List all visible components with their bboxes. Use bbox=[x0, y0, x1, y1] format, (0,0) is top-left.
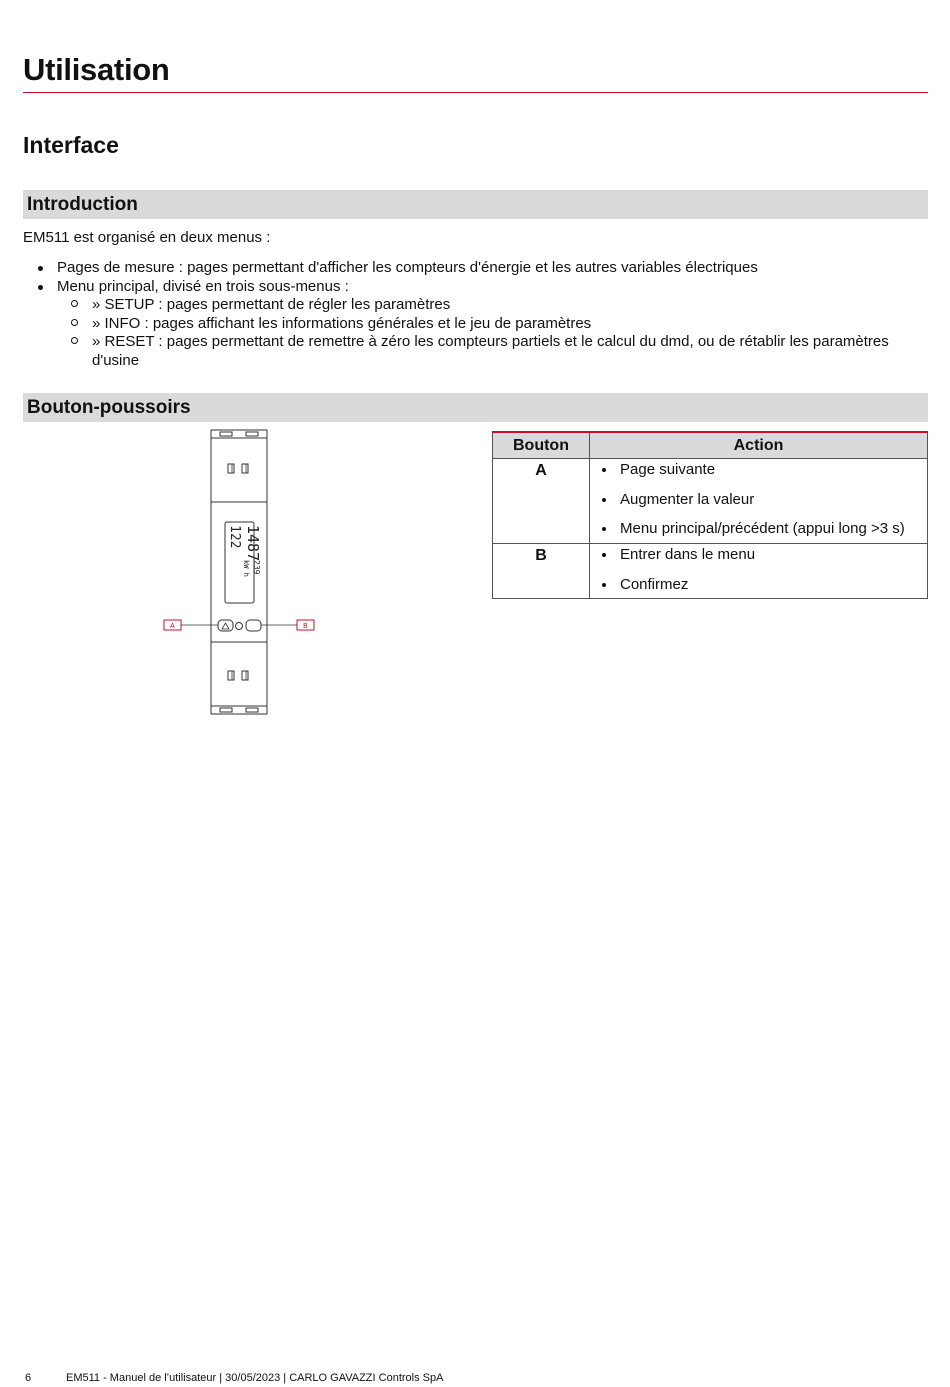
action-item: Confirmez bbox=[590, 574, 927, 598]
submenu-item-reset: » RESET : pages permettant de remettre à zéro les compteurs partiels et le calcul du dmd, ou de rétablir les paramètres d'usine bbox=[57, 333, 928, 370]
introduction-lead: EM511 est organisé en deux menus : bbox=[23, 229, 271, 246]
meter-device-illustration bbox=[160, 428, 320, 718]
action-item: Entrer dans le menu bbox=[590, 544, 927, 574]
lcd-second-value: 122 bbox=[227, 525, 242, 549]
page-number: 6 bbox=[25, 1372, 32, 1384]
callout-b-label: B bbox=[303, 623, 308, 630]
button-key-b: B bbox=[493, 544, 590, 599]
action-cell bbox=[590, 459, 928, 544]
action-item: Page suivante bbox=[590, 459, 927, 489]
title-divider bbox=[23, 92, 928, 93]
callout-a-label: A bbox=[170, 623, 175, 630]
lcd-main-value: 1487 bbox=[244, 525, 262, 562]
table-row bbox=[493, 544, 928, 599]
column-header-button: Bouton bbox=[493, 432, 590, 459]
menu-list bbox=[23, 259, 928, 370]
column-header-action: Action bbox=[590, 432, 928, 459]
submenu-item-info: » INFO : pages affichant les informations générales et le jeu de paramètres bbox=[57, 315, 928, 334]
action-item: Augmenter la valeur bbox=[590, 489, 927, 519]
introduction-heading: Introduction bbox=[23, 190, 928, 219]
lcd-decimal-value: 239 bbox=[252, 560, 261, 575]
submenu-list bbox=[57, 296, 928, 370]
pushbuttons-heading: Bouton-poussoirs bbox=[23, 393, 928, 422]
table-header-row bbox=[493, 432, 928, 459]
table-row bbox=[493, 459, 928, 544]
lcd-unit: kW h bbox=[242, 560, 250, 577]
button-key-a: A bbox=[493, 459, 590, 544]
list-item: Pages de mesure : pages permettant d'afficher les compteurs d'énergie et les autres variables électriques bbox=[23, 259, 928, 278]
page-title: Utilisation bbox=[23, 52, 170, 87]
submenu-item-setup: » SETUP : pages permettant de régler les paramètres bbox=[57, 296, 928, 315]
button-a-icon bbox=[222, 623, 229, 629]
action-cell bbox=[590, 544, 928, 599]
footer-text: EM511 - Manuel de l’utilisateur | 30/05/2023 | CARLO GAVAZZI Controls SpA bbox=[66, 1372, 444, 1384]
button-action-table bbox=[492, 431, 928, 599]
action-item: Menu principal/précédent (appui long >3 s) bbox=[590, 518, 927, 543]
list-item: Menu principal, divisé en trois sous-menus : » SETUP : pages permettant de régler les paramètres » INFO : pages affichant les informations générales et le jeu de paramètres » RESET : pages permettant de remettre à zéro les compteurs partiels et le calcul du dmd, ou de rétablir les paramètres d'usine bbox=[23, 278, 928, 371]
section-title: Interface bbox=[23, 132, 119, 158]
